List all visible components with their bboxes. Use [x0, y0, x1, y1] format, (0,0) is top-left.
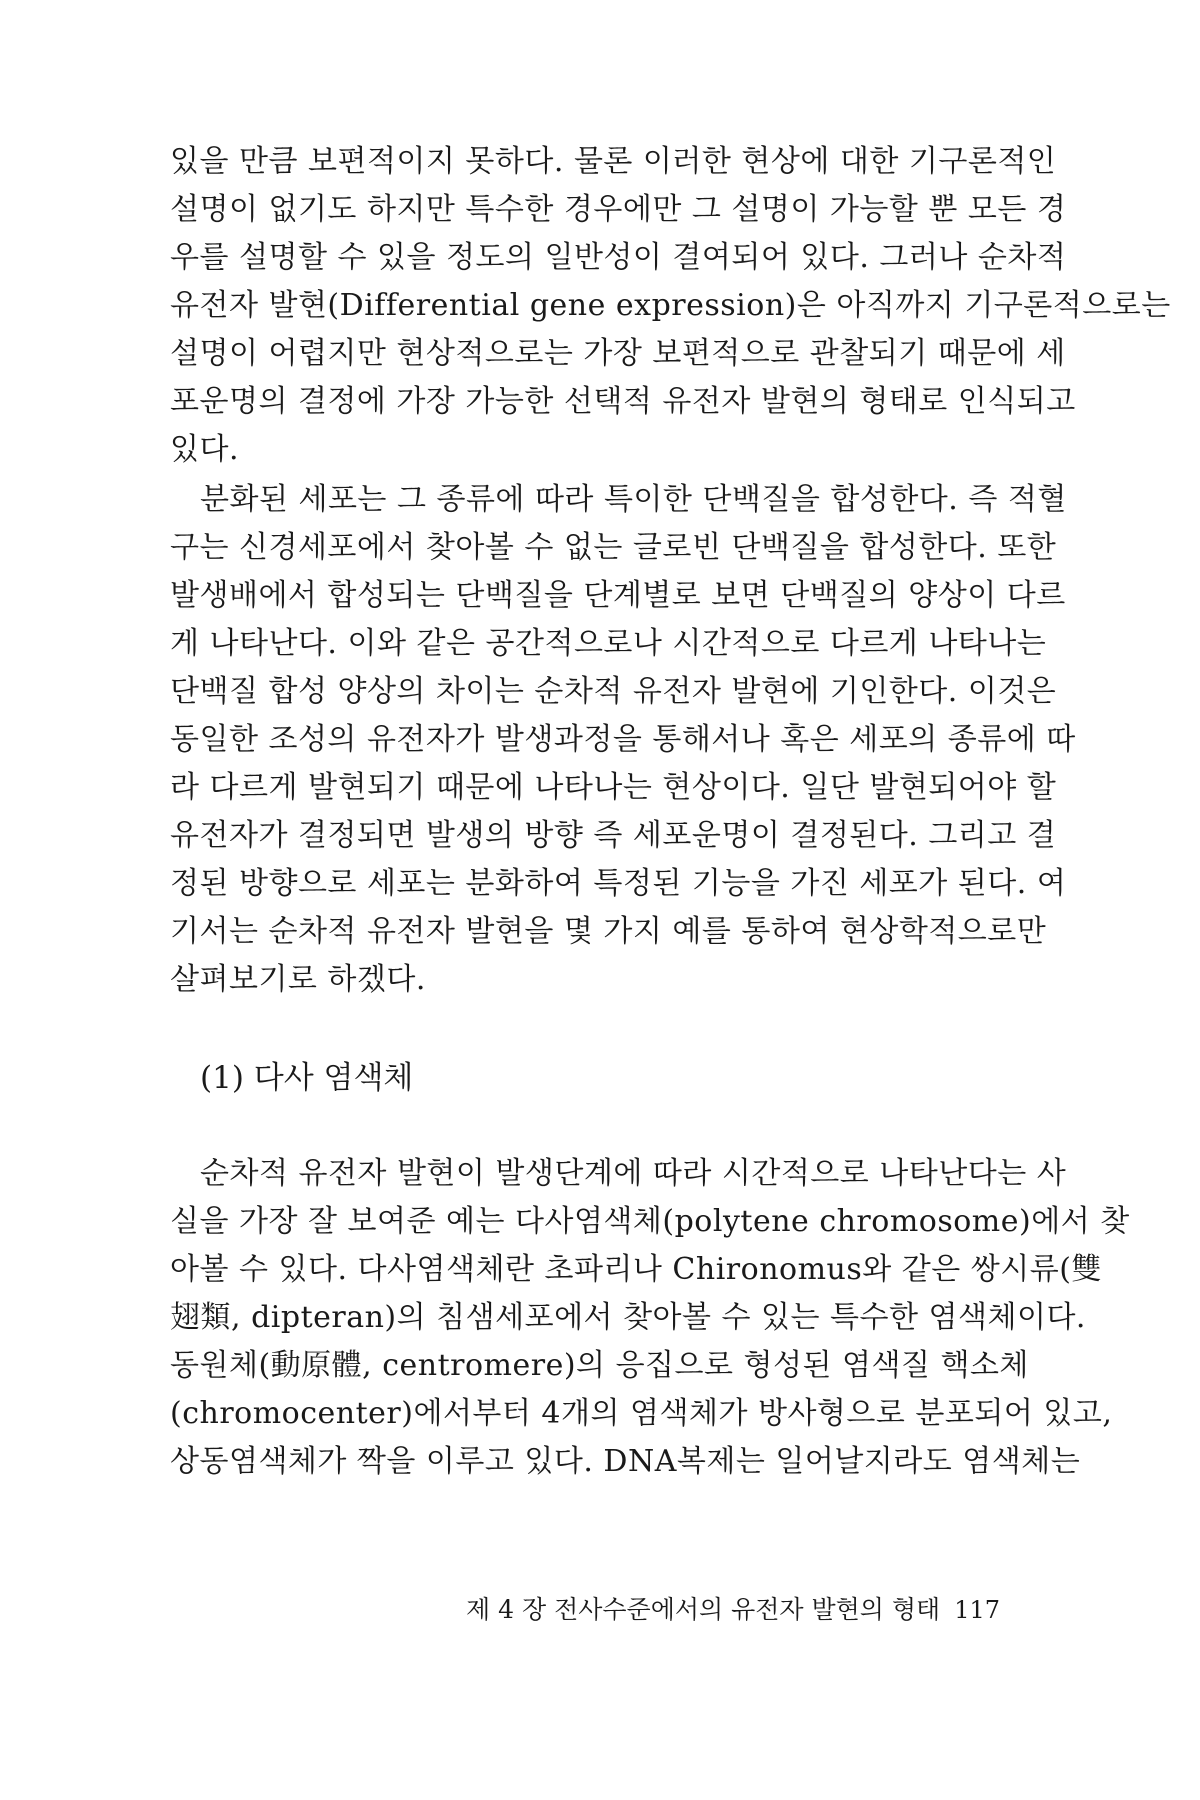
text-line: 있을 만큼 보편적이지 못하다. 물론 이러한 현상에 대한 기구론적인 [170, 144, 1057, 179]
text-line: 구는 신경세포에서 찾아볼 수 없는 글로빈 단백질을 합성한다. 또한 [170, 530, 1057, 565]
text-line: 순차적 유전자 발현이 발생단계에 따라 시간적으로 나타난다는 사 [200, 1156, 1067, 1191]
paragraph-3 [170, 1150, 1130, 1486]
text-line: 단백질 합성 양상의 차이는 순차적 유전자 발현에 기인한다. 이것은 [170, 674, 1057, 709]
text-line: 정된 방향으로 세포는 분화하여 특정된 기능을 가진 세포가 된다. 여 [170, 866, 1067, 901]
page-footer [0, 1590, 1000, 1626]
text-line: 유전자가 결정되면 발생의 방향 즉 세포운명이 결정된다. 그리고 결 [170, 818, 1057, 853]
text-line: 우를 설명할 수 있을 정도의 일반성이 결여되어 있다. 그러나 순차적 [170, 240, 1067, 275]
text-line: 翅類, dipteran)의 침샘세포에서 찾아볼 수 있는 특수한 염색체이다. [170, 1300, 1086, 1335]
text-line: 유전자 발현(Differential gene expression)은 아직까지 기구론적으로는 [170, 288, 1171, 323]
text-line: 동원체(動原體, centromere)의 응집으로 형성된 염색질 핵소체 [170, 1348, 1029, 1383]
text-line: 게 나타난다. 이와 같은 공간적으로나 시간적으로 다르게 나타나는 [170, 626, 1047, 661]
text-line: 설명이 어렵지만 현상적으로는 가장 보편적으로 관찰되기 때문에 세 [170, 336, 1066, 371]
text-line: 동일한 조성의 유전자가 발생과정을 통해서나 혹은 세포의 종류에 따 [170, 722, 1076, 757]
page-body [170, 138, 1171, 1486]
paragraph-1 [170, 138, 1171, 474]
text-line: 아볼 수 있다. 다사염색체란 초파리나 Chironomus와 같은 쌍시류(雙 [170, 1252, 1102, 1287]
text-line: 살펴보기로 하겠다. [170, 962, 426, 997]
text-line: 설명이 없기도 하지만 특수한 경우에만 그 설명이 가능할 뿐 모든 경 [170, 192, 1067, 227]
text-line: 실을 가장 잘 보여준 예는 다사염색체(polytene chromosome)에서 찾 [170, 1204, 1130, 1239]
chapter-title: 제 4 장 전사수준에서의 유전자 발현의 형태 [466, 1595, 941, 1624]
text-line: 있다. [170, 432, 239, 467]
text-line: 기서는 순차적 유전자 발현을 몇 가지 예를 통하여 현상학적으로만 [170, 914, 1047, 949]
text-line: 발생배에서 합성되는 단백질을 단계별로 보면 단백질의 양상이 다르 [170, 578, 1066, 613]
text-line: 라 다르게 발현되기 때문에 나타나는 현상이다. 일단 발현되어야 할 [170, 770, 1057, 805]
text-line: 포운명의 결정에 가장 가능한 선택적 유전자 발현의 형태로 인식되고 [170, 384, 1076, 419]
page-number: 117 [954, 1596, 1000, 1624]
text-line: 상동염색체가 짝을 이루고 있다. DNA복제는 일어날지라도 염색체는 [170, 1444, 1081, 1479]
text-line: 분화된 세포는 그 종류에 따라 특이한 단백질을 합성한다. 즉 적혈 [200, 482, 1067, 517]
section-heading: (1) 다사 염색체 [200, 1060, 414, 1096]
text-line: (chromocenter)에서부터 4개의 염색체가 방사형으로 분포되어 있고, [170, 1396, 1113, 1431]
paragraph-2 [170, 476, 1076, 1004]
